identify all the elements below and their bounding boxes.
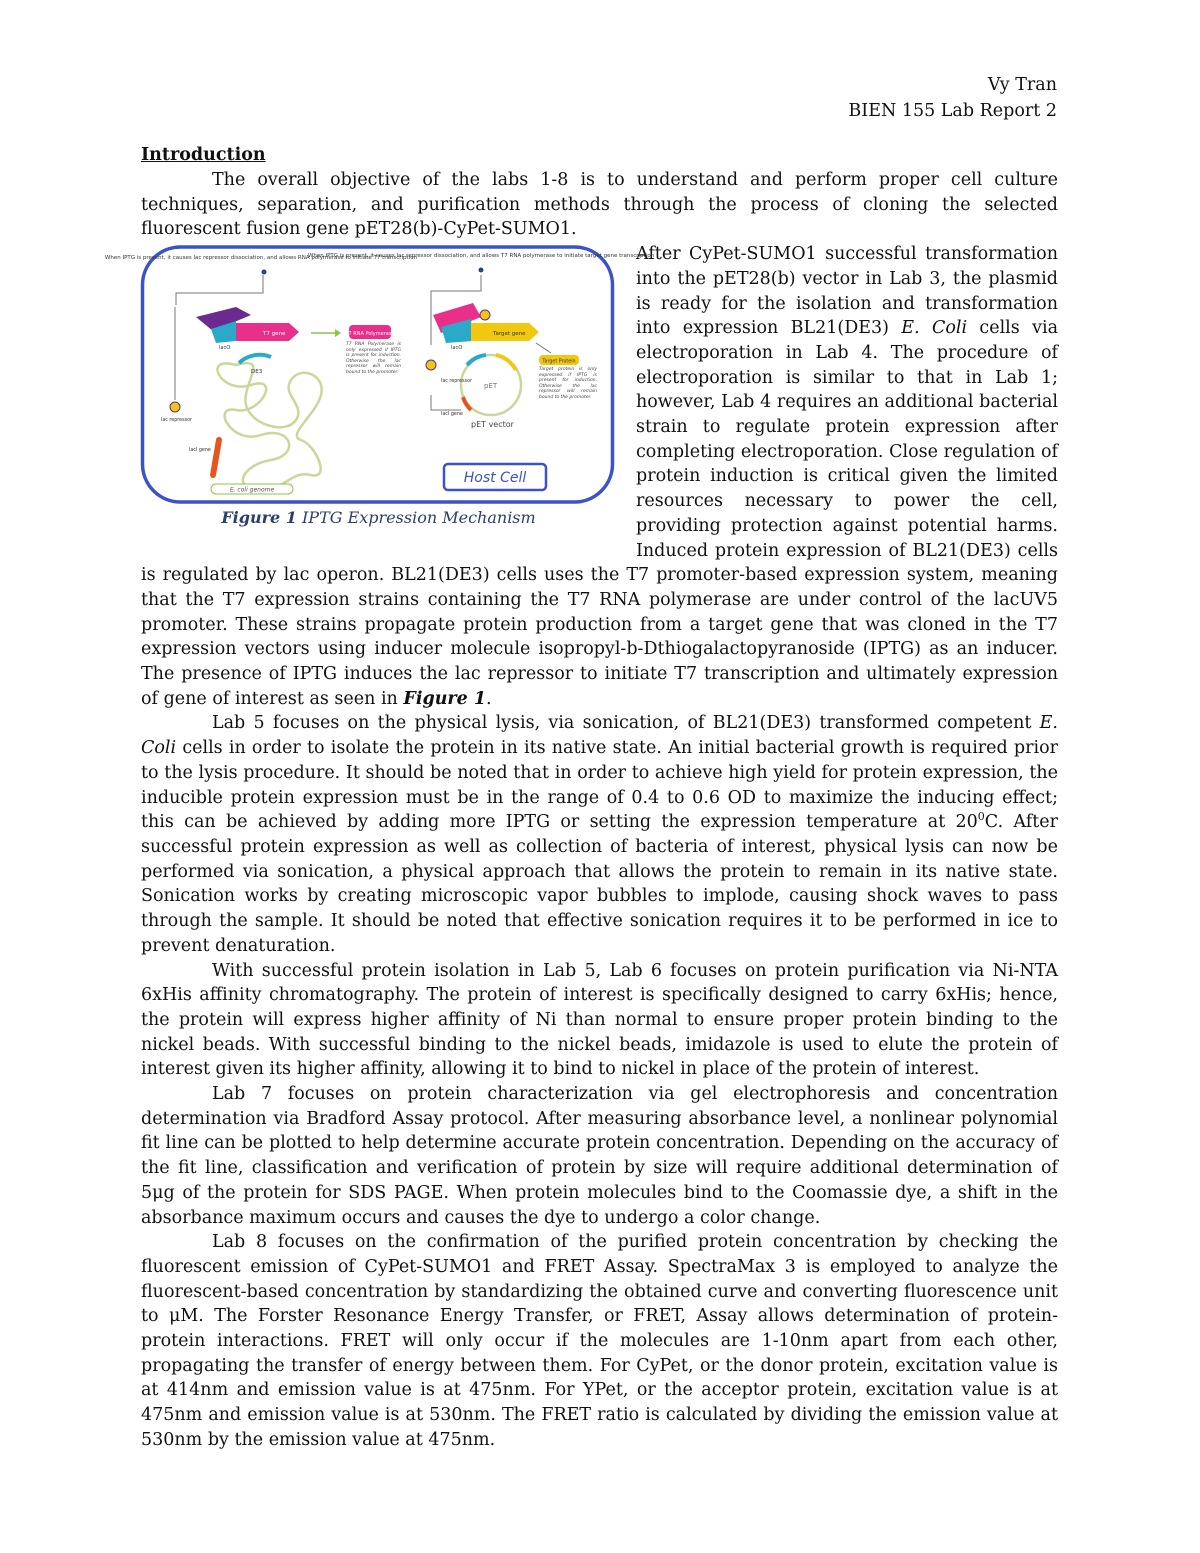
- iptg-dot-right: [479, 268, 484, 273]
- lac-repressor-molecule: [170, 402, 180, 412]
- note-top-right: When IPTG is present, it causes lac repressor dissociation, and allows T7 RNA polymerase to initiate target gene transcription: [307, 253, 655, 260]
- t7-rna-pol-label: T7 RNA Polymerase: [345, 331, 395, 338]
- target-protein-label: Target Protein: [542, 359, 576, 365]
- p2-text-e: .: [486, 688, 492, 709]
- paragraph-lab6: With successful protein isolation in Lab 5, Lab 6 focuses on protein purification via Ni-NTA 6xHis affinity chromatography. The protein of interest is specifically designed to carry 6xHis; hence, the protein will express higher affinity of Ni than normal to ensure proper protein binding to the nickel beads. With successful binding to the nickel beads, imidazole is used to elute the protein of interest given its higher affinity, allowing it to bind to nickel in place of the protein of interest.: [141, 960, 1058, 1080]
- laco-label-left: lacO: [219, 345, 231, 352]
- section-heading: Introduction: [141, 145, 266, 165]
- host-cell-label: Host Cell: [463, 470, 527, 487]
- target-note-box: [539, 367, 597, 417]
- t7-note-box: [346, 342, 401, 392]
- p2-ecoli: E. Coli: [901, 318, 968, 339]
- de3-label: DE3: [251, 369, 263, 376]
- p3-text-e: C. After successful protein expression as well as collection of bacteria of interest, physical lysis can now be performed via sonication, a physical approach that allows the protein to remain in its native state. Sonication works by creating microscopic vapor bubbles to implode, causing shock waves to pass through the sample. It should be noted that effective sonication requires it to be performed in ice to prevent denaturation.: [141, 812, 1058, 956]
- report-body: [104, 142, 1059, 1453]
- paragraph-lab5: [141, 711, 1058, 958]
- p2-figure-ref: Figure 1: [403, 688, 487, 709]
- p3-ecoli: E. Coli: [141, 713, 1058, 759]
- lac-repressor-label-left: lac repressor: [161, 418, 193, 424]
- figure-caption: [141, 506, 616, 531]
- p2-text-a: After CyPet-SUMO1 successful transformation into the pET28(b) vector in Lab 3, the plasmid is ready for the isolation and transformation into expression BL21(DE3): [636, 244, 1058, 339]
- laci-label-right: lacI gene: [441, 412, 463, 418]
- figure-caption-label: Figure 1: [221, 508, 297, 528]
- ecoli-genome-label: E. coli genome: [229, 486, 275, 494]
- pet-vector-label: pET vector: [471, 420, 514, 430]
- iptg-molecule-right: [480, 310, 490, 320]
- note-top-left: When IPTG is present, it causes lac repressor dissociation, and allows RNA polymerase to initiate T7 transcription: [104, 255, 418, 262]
- paragraph-lab7: Lab 7 focuses on protein characterization via gel electrophoresis and concentration determination via Bradford Assay protocol. After measuring absorbance level, a nonlinear polynomial fit line can be plotted to help determine accurate protein concentration. Depending on the accuracy of the fit line, classification and verification of protein by size will require additional determination of 5μg of the protein for SDS PAGE. When protein molecules bind to the Coomassie dye, a shift in the absorbance maximum occurs and causes the dye to undergo a color change.: [141, 1084, 1058, 1228]
- course-title: BIEN 155 Lab Report 2: [848, 101, 1057, 121]
- author-name: Vy Tran: [987, 75, 1057, 95]
- laco-label-right: lacO: [451, 345, 463, 352]
- figure-caption-text: IPTG Expression Mechanism: [296, 508, 536, 528]
- lac-repressor-label-right: lac repressor: [441, 379, 473, 385]
- iptg-dot-left: [262, 270, 267, 275]
- t7-note: T7 RNA Polymerase is only expressed if IPTG is present for induction. Otherwise the lac repressor will remain bound to the promoter.: [346, 342, 401, 375]
- paragraph-lab8: Lab 8 focuses on the confirmation of the purified protein concentration by checking the fluorescent emission of CyPet-SUMO1 and FRET Assay. SpectraMax 3 is employed to analyze the fluorescent-based concentration by standardizing the obtained curve and converting fluorescence unit to μM. The Forster Resonance Energy Transfer, or FRET, Assay allows determination of protein-protein interactions. FRET will only occur if the molecules are 1-10nm apart from each other, propagating the transfer of energy between them. For CyPet, or the donor protein, excitation value is at 414nm and emission value is at 475nm. For YPet, or the acceptor protein, excitation value is at 475nm and emission value is at 530nm. The FRET ratio is calculated by dividing the emission value at 530nm by the emission value at 475nm.: [141, 1232, 1058, 1450]
- laci-label-left: lacI gene: [189, 448, 211, 454]
- paragraph-objective: The overall objective of the labs 1-8 is to understand and perform proper cell culture techniques, separation, and purification methods through the process of cloning the selected fluorescent fusion gene pET28(b)-CyPet-SUMO1.: [141, 170, 1058, 240]
- figure-1: [104, 245, 655, 535]
- target-gene-label: Target gene: [493, 331, 526, 338]
- p3-text-a: Lab 5 focuses on the physical lysis, via sonication, of BL21(DE3) transformed competent: [212, 713, 1040, 734]
- page-header: [848, 72, 1057, 124]
- p3-degree: 0: [977, 810, 985, 824]
- target-note: Target protein is only expressed if IPTG is present for induction. Otherwise the lac repressor will remain bound to the promoter.: [539, 367, 597, 400]
- pet-label: pET: [484, 382, 498, 391]
- iptg-mechanism-diagram: [104, 245, 655, 507]
- t7-gene-label: T7 gene: [263, 331, 286, 338]
- p2-text-c: cells via electroporation in Lab 4. The procedure of electroporation is similar to that in Lab 1; however, Lab 4 requires an additional bacterial strain to regulate protein expression after completing electroporation. Close regulation of protein induction is critical given the limited resources necessary to power the cell, providing protection against potential harms. Induced protein expression of BL21(DE3) cells is regulated by lac operon. BL21(DE3) cells uses the T7 promoter-based expression system, meaning that the T7 expression strains containing the T7 RNA polymerase are under control of the lacUV5 promoter. These strains propagate protein production from a target gene that was cloned in the T7 expression vectors using inducer molecule isopropyl-b-Dthiogalactopyranoside (IPTG) as an inducer. The presence of IPTG induces the lac repressor to initiate T7 transcription and ultimately expression of gene of interest as seen in: [141, 318, 1059, 709]
- p3-text-c: cells in order to isolate the protein in its native state. An initial bacterial growth is required prior to the lysis procedure. It should be noted that in order to achieve high yield for protein expression, the inducible protein expression must be in the range of 0.4 to 0.6 OD to maximize the inducing effect; this can be achieved by adding more IPTG or setting the expression temperature at 20: [141, 738, 1058, 833]
- iptg-molecule-left-plasmid: [426, 360, 436, 370]
